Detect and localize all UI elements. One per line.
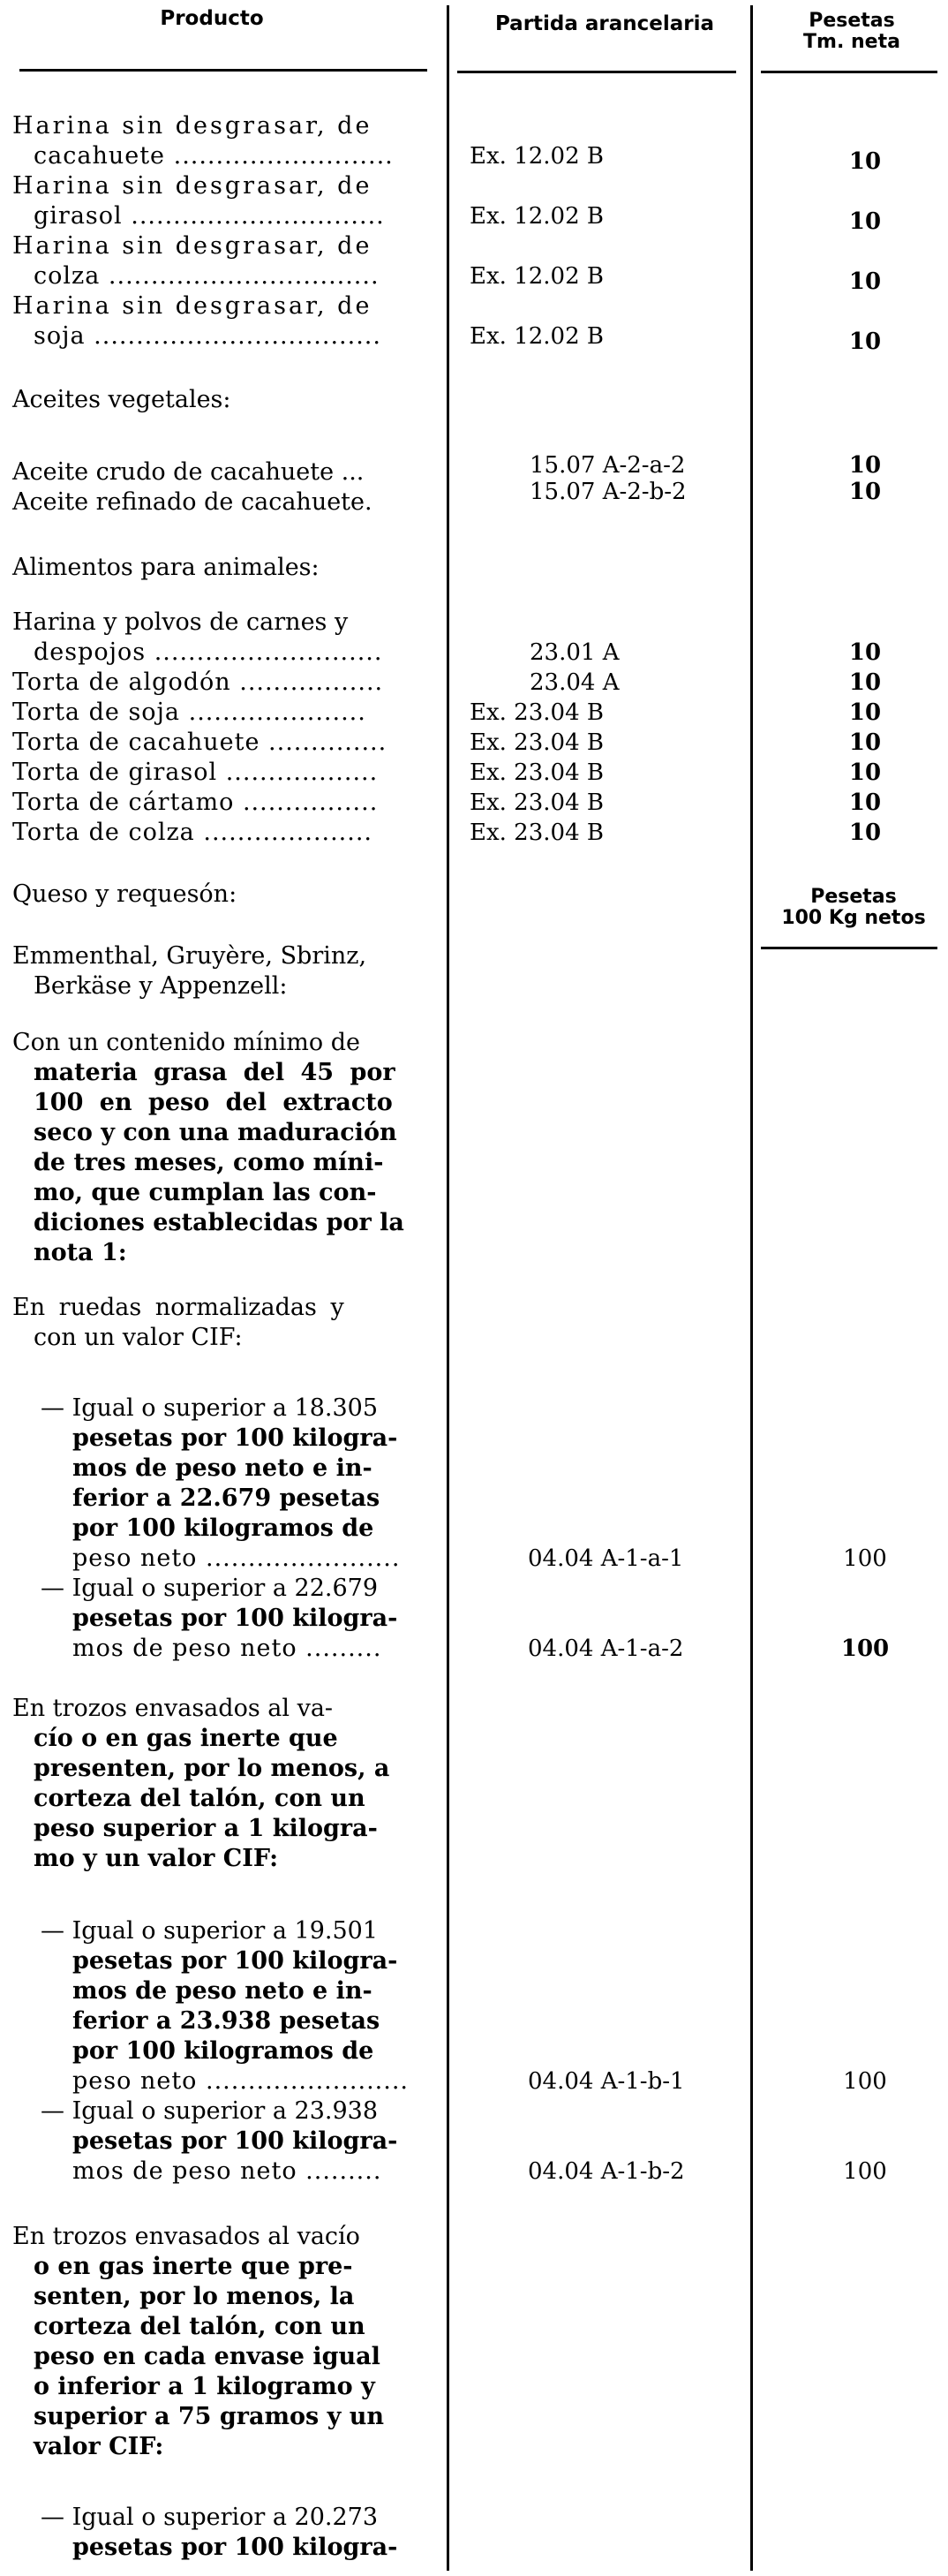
text-line: Harina sin desgrasar, de <box>12 292 372 320</box>
text-line: Harina y polvos de carnes y <box>12 608 349 636</box>
text-line: de tres meses, como míni- <box>34 1149 384 1176</box>
text-line: Harina sin desgrasar, de <box>12 172 372 200</box>
tariff-code: 04.04 A-1-b-1 <box>528 2068 685 2095</box>
text-line: superior a 75 gramos y un <box>34 2403 384 2430</box>
text-line: 100 en peso del extracto <box>34 1089 393 1116</box>
tariff-code: Ex. 23.04 B <box>470 729 604 756</box>
header-pesetas-tm <box>768 11 936 53</box>
text-line: por 100 kilogramos de <box>72 2037 374 2065</box>
tariff-code: 04.04 A-1-a-2 <box>528 1635 684 1662</box>
header-pesetas-tm-line2: Tm. neta <box>803 31 900 53</box>
text-line: Berkäse y Appenzell: <box>34 972 288 1000</box>
price-value: 10 <box>848 329 882 355</box>
text-line: Aceite crudo de cacahuete ... <box>12 458 365 486</box>
text-line: cacahuete .......................... <box>34 142 394 170</box>
text-line: Torta de soja ..................... <box>12 699 366 726</box>
text-line: colza ................................ <box>34 262 380 290</box>
text-line: Harina sin desgrasar, de <box>12 232 372 260</box>
header-pesetas-kg <box>761 887 946 929</box>
text-line: — Igual o superior a 22.679 <box>41 1575 379 1602</box>
price-value: 10 <box>848 699 882 726</box>
text-line: Aceite refinado de cacahuete. <box>12 488 372 516</box>
text-line: mos de peso neto e in- <box>72 1977 372 2005</box>
column-divider-2 <box>750 5 753 2571</box>
text-line: corteza del talón, con un <box>34 2313 365 2340</box>
price-value: 100 <box>843 2158 887 2185</box>
text-line: girasol .............................. <box>34 202 385 230</box>
text-line: Emmenthal, Gruyère, Sbrinz, <box>12 942 367 970</box>
price-value: 10 <box>848 268 882 295</box>
tariff-code: Ex. 23.04 B <box>470 699 604 726</box>
text-line: valor CIF: <box>34 2433 164 2460</box>
text-line: mo y un valor CIF: <box>34 1845 279 1872</box>
text-line: materia grasa del 45 por <box>34 1059 395 1086</box>
tariff-code: 15.07 A-2-a-2 <box>530 452 686 479</box>
text-line: peso neto ........................ <box>72 2067 409 2095</box>
tariff-code: Ex. 12.02 B <box>470 263 604 290</box>
price-value: 10 <box>848 639 882 666</box>
price-value: 100 <box>840 1635 890 1662</box>
column-divider-1 <box>447 5 449 2571</box>
header-partida: Partida arancelaria <box>494 12 715 35</box>
text-line: — Igual o superior a 18.305 <box>41 1394 379 1422</box>
text-line: o inferior a 1 kilogramo y <box>34 2373 375 2400</box>
header-rule-producto <box>19 69 427 72</box>
price-value: 10 <box>848 148 882 175</box>
tariff-code: Ex. 12.02 B <box>470 203 604 230</box>
text-line: diciones establecidas por la <box>34 1209 404 1236</box>
price-value: 10 <box>848 789 882 816</box>
price-value: 10 <box>848 729 882 756</box>
text-line: por 100 kilogramos de <box>72 1515 374 1542</box>
text-line: pesetas por 100 kilogra- <box>72 1424 398 1452</box>
text-line: Torta de cártamo ................ <box>12 789 379 816</box>
text-line: mos de peso neto ......... <box>72 2157 382 2185</box>
text-line: ferior a 22.679 pesetas <box>72 1484 380 1512</box>
text-line: Harina sin desgrasar, de <box>12 112 372 140</box>
header-producto: Producto <box>160 7 264 30</box>
text-line: mos de peso neto e in- <box>72 1454 372 1482</box>
tariff-code: 15.07 A-2-b-2 <box>530 479 687 505</box>
text-line: Torta de girasol .................. <box>12 759 379 786</box>
text-line: corteza del talón, con un <box>34 1785 365 1812</box>
text-line: seco y con una maduración <box>34 1119 397 1146</box>
price-value: 10 <box>848 820 882 846</box>
text-line: pesetas por 100 kilogra- <box>72 2127 398 2155</box>
section-heading: Queso y requesón: <box>12 880 237 908</box>
text-line: En trozos envasados al vacío <box>12 2223 360 2250</box>
tariff-code: Ex. 23.04 B <box>470 789 604 816</box>
tariff-code: Ex. 12.02 B <box>470 143 604 170</box>
text-line: peso superior a 1 kilogra- <box>34 1815 378 1842</box>
text-line: presenten, por lo menos, a <box>34 1755 390 1782</box>
text-line: cío o en gas inerte que <box>34 1725 338 1752</box>
tariff-code: 04.04 A-1-a-1 <box>528 1545 684 1572</box>
tariff-code: 23.04 A <box>530 669 620 696</box>
header-rule-partida <box>457 71 736 73</box>
text-line: peso neto ....................... <box>72 1545 401 1572</box>
text-line: pesetas por 100 kilogra- <box>72 1605 398 1632</box>
section-heading: Aceites vegetales: <box>12 386 231 413</box>
text-line: Torta de algodón ................. <box>12 669 384 696</box>
text-line: Torta de cacahuete .............. <box>12 729 387 756</box>
text-line: — Igual o superior a 20.273 <box>41 2504 379 2531</box>
text-line: con un valor CIF: <box>34 1324 243 1351</box>
price-value: 10 <box>848 669 882 696</box>
tariff-code: 23.01 A <box>530 639 620 666</box>
tariff-code: Ex. 23.04 B <box>470 759 604 786</box>
text-line: mos de peso neto ......... <box>72 1635 382 1662</box>
header-pesetas-tm-line1: Pesetas <box>809 10 895 32</box>
text-line: senten, por lo menos, la <box>34 2283 355 2310</box>
tariff-code: Ex. 23.04 B <box>470 820 604 846</box>
price-value: 10 <box>848 452 882 479</box>
price-value: 100 <box>843 1545 887 1572</box>
text-line: — Igual o superior a 23.938 <box>41 2097 379 2125</box>
text-line: despojos ........................... <box>34 638 383 666</box>
section-heading: Alimentos para animales: <box>12 554 320 581</box>
text-line: pesetas por 100 kilogra- <box>72 2534 398 2561</box>
text-line: En trozos envasados al va- <box>12 1695 334 1722</box>
header-pesetas-kg-line1: Pesetas <box>810 886 897 908</box>
text-line: Torta de colza .................... <box>12 819 373 846</box>
text-line: — Igual o superior a 19.501 <box>41 1917 379 1945</box>
price-value: 10 <box>848 208 882 235</box>
price-value: 10 <box>848 759 882 786</box>
price-value: 10 <box>848 479 882 505</box>
text-line: nota 1: <box>34 1239 127 1266</box>
text-line: peso en cada envase igual <box>34 2343 380 2370</box>
text-line: En ruedas normalizadas y <box>12 1294 344 1321</box>
text-line: o en gas inerte que pre- <box>34 2253 353 2280</box>
text-line: Con un contenido mínimo de <box>12 1029 360 1056</box>
tariff-code: Ex. 12.02 B <box>470 323 604 350</box>
header-rule-pesetas-kg <box>761 947 937 949</box>
price-value: 100 <box>843 2068 887 2095</box>
text-line: mo, que cumplan las con- <box>34 1179 377 1206</box>
header-rule-pesetas <box>761 71 937 73</box>
text-line: ferior a 23.938 pesetas <box>72 2007 380 2035</box>
text-line: pesetas por 100 kilogra- <box>72 1947 398 1975</box>
tariff-code: 04.04 A-1-b-2 <box>528 2158 685 2185</box>
header-pesetas-kg-line2: 100 Kg netos <box>781 907 926 929</box>
text-line: soja .................................. <box>34 322 381 350</box>
